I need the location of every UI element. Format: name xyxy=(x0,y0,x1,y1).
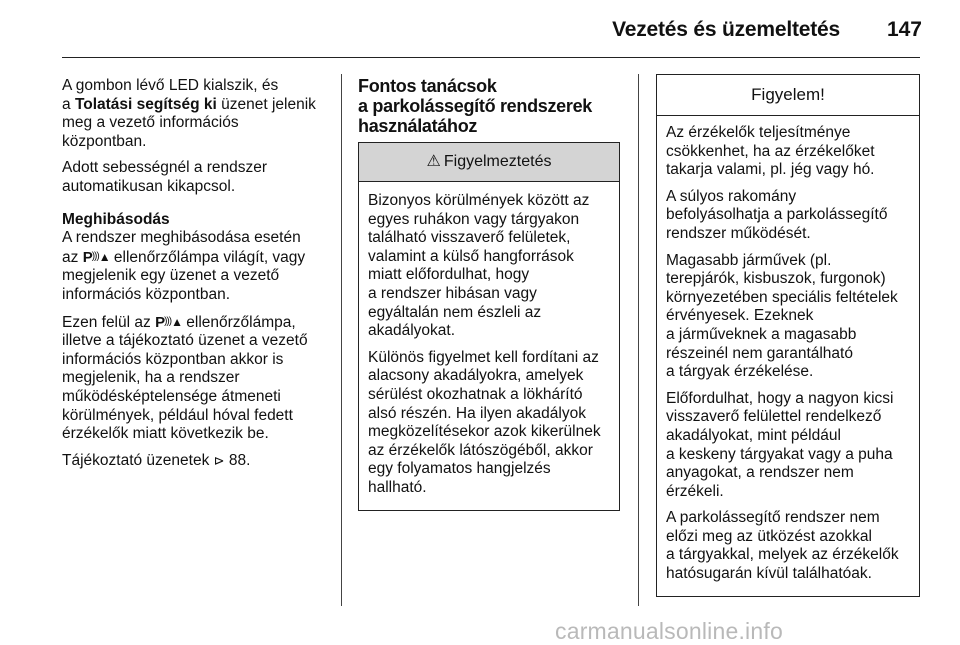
text-line: ellenőrzőlámpa világít, vagy xyxy=(113,248,306,266)
warning-label: Figyelmeztetés xyxy=(443,152,552,170)
column-left xyxy=(62,77,330,478)
note-paragraph-2: A súlyos rakomány befolyásolhatja a parkolássegítő rendszer működését. xyxy=(666,187,888,242)
text-line: meg a vezető információs xyxy=(62,114,239,132)
note-header: Figyelem! xyxy=(657,75,919,116)
parking-assist-icon: P)))▲ xyxy=(82,248,110,266)
watermark: carmanualsonline.info xyxy=(555,618,783,644)
text-line: megjelenik, ha a rendszer xyxy=(62,369,240,387)
text-line: az xyxy=(62,248,79,266)
text-line: Adott sebességnél a rendszer xyxy=(62,159,268,177)
text-line: A rendszer meghibásodása esetén xyxy=(62,229,301,247)
text-line: megjelenik egy üzenet a vezető xyxy=(62,267,280,285)
paragraph-led-off xyxy=(62,77,330,151)
text-line: A gombon lévő LED kialszik, és xyxy=(62,77,279,94)
note-box xyxy=(656,74,920,597)
text-line: érzékelők miatt következik be. xyxy=(62,425,269,443)
message-name: Tolatási segítség ki xyxy=(74,95,217,113)
text-line: Ezen felül az xyxy=(62,313,151,331)
text-line: a xyxy=(62,95,71,113)
column-right xyxy=(656,74,920,597)
warning-body xyxy=(359,182,619,510)
text-line: Tájékoztató üzenetek xyxy=(62,451,210,469)
note-paragraph-3: Magasabb járművek (pl. terepjárók, kisbuszok, furgonok) környezetében speciális feltételek érvényesek. Ezeknek a járműveknek a magasabb részeinél nem garantálható a tárgyak érzékelése. xyxy=(666,251,898,381)
column-divider-1 xyxy=(341,74,342,606)
paragraph-temporary-fault xyxy=(62,313,330,444)
note-paragraph-4: Előfordulhat, hogy a nagyon kicsi visszaverő felülettel rendelkező akadályokat, mint például a keskeny tárgyakat vagy a puha anyagokat, a rendszer nem érzékeli. xyxy=(666,389,894,500)
paragraph-info-messages xyxy=(62,452,330,471)
column-divider-2 xyxy=(638,74,639,606)
paragraph-fault xyxy=(62,229,330,304)
text-line: illetve a tájékoztató üzenet a vezető xyxy=(62,332,308,350)
heading-fault: Meghibásodás xyxy=(62,210,170,228)
page-reference-arrow-icon: ⊳ xyxy=(213,452,225,468)
text-line: üzenet jelenik xyxy=(221,95,316,113)
warning-paragraph-1: Bizonyos körülmények között az egyes ruhákon vagy tárgyakon található visszaverő felületek, valamint a külső hangforrások miatt előfordulhat, hogy a rendszer hibásan vagy egyáltalán nem észleli az akadályokat. xyxy=(368,192,590,340)
warning-paragraph-2: Különös figyelmet kell fordítani az alacsony akadályokra, amelyek sérülést okozhatnak a lökhárító alsó részén. Ha ilyen akadályok megközelítésekor azok kikerülnek az érzékelők látószögéből, akkor egy folyamatos hangjelzés hallható. xyxy=(368,348,601,496)
text-line: központban. xyxy=(62,132,147,150)
warning-header xyxy=(359,143,619,182)
column-middle xyxy=(358,76,622,511)
warning-box xyxy=(358,142,620,511)
section-title: Fontos tanácsok a parkolássegítő rendszerek használatához xyxy=(358,76,593,136)
page-number: 147 xyxy=(886,18,922,41)
text-line: információs központban akkor is xyxy=(62,350,284,368)
parking-assist-icon: P)))▲ xyxy=(155,313,182,331)
note-body xyxy=(657,116,919,596)
text-line: információs központban. xyxy=(62,285,231,303)
header-rule xyxy=(62,57,920,58)
text-line: körülmények, például hóval fedett xyxy=(62,406,293,424)
text-line: ellenőrzőlámpa, xyxy=(186,313,296,331)
note-paragraph-1: Az érzékelők teljesítménye csökkenhet, ha az érzékelőket takarja valami, pl. jég vagy hó. xyxy=(666,124,875,179)
text-line: működésképtelensége átmeneti xyxy=(62,387,281,405)
warning-triangle-icon: ⚠ xyxy=(426,152,441,170)
note-paragraph-5: A parkolássegítő rendszer nem előzi meg az ütközést azokkal a tárgyakkal, melyek az érzékelők hatósugarán kívül találhatóak. xyxy=(666,509,899,583)
page-reference-link[interactable]: 88. xyxy=(228,451,251,469)
text-line: automatikusan kikapcsol. xyxy=(62,177,236,195)
paragraph-auto-off xyxy=(62,159,330,196)
page-header-title: Vezetés és üzemeltetés xyxy=(612,18,840,41)
